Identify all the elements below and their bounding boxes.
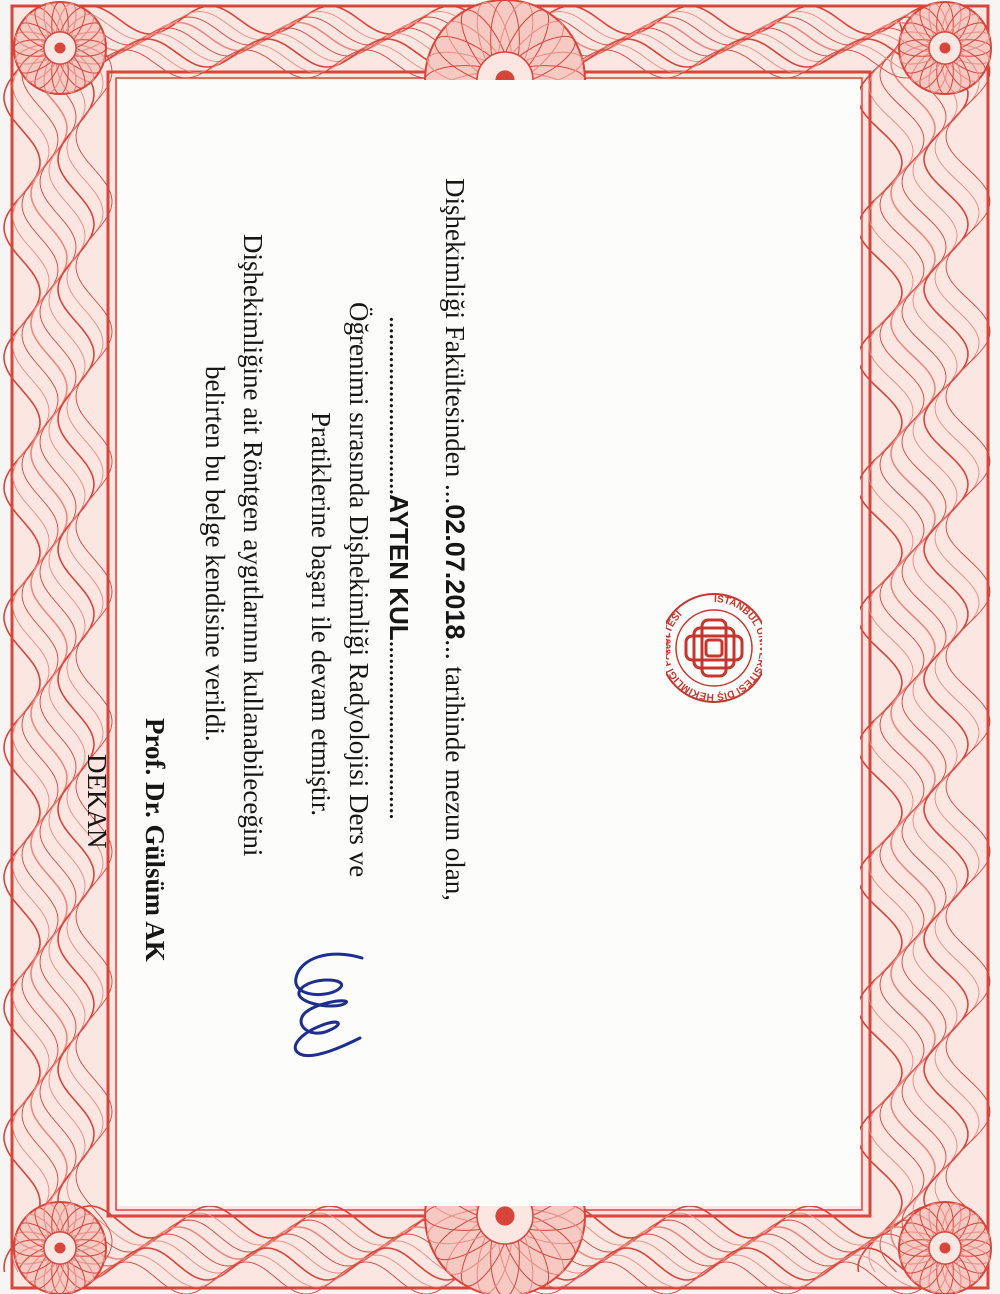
graduation-line (440, 178, 470, 901)
graduation-suffix: ... tarihinde mezun olan, (440, 639, 470, 902)
faculty-text: Dişhekimliği Fakültesinden ... (440, 178, 470, 505)
faculty-seal (666, 586, 762, 710)
course-line: Öğrenimi sırasında Dişhekimliği Radyolojisi Ders ve (344, 302, 374, 878)
student-name: AYTEN KUL (384, 494, 414, 641)
issued-line: belirten bu belge kendisine verildi. (200, 366, 230, 742)
xray-line: Dişhekimliğine ait Röntgen aygıtlarının kullanabileceğini (238, 234, 268, 857)
signatory-name: Prof. Dr. Gülsüm AK (140, 718, 170, 962)
seal-year: 1908 (666, 634, 672, 655)
certificate-text-block (0, 138, 470, 1178)
name-dots-after: ............................... (384, 640, 414, 819)
graduation-date: 02.07.2018 (440, 504, 470, 640)
name-dots-before: ............................... (384, 316, 414, 495)
seal-ring-text: İSTANBUL İTESİ DİŞ HEKİMLİĞİ ESİ (666, 593, 762, 703)
signatory-title: DEKAN (82, 754, 112, 849)
completion-line: Pratiklerine başarı ile devam etmiştir. (306, 412, 336, 817)
student-name-line (384, 316, 414, 819)
faculty-seal-emblem-icon (666, 586, 762, 710)
